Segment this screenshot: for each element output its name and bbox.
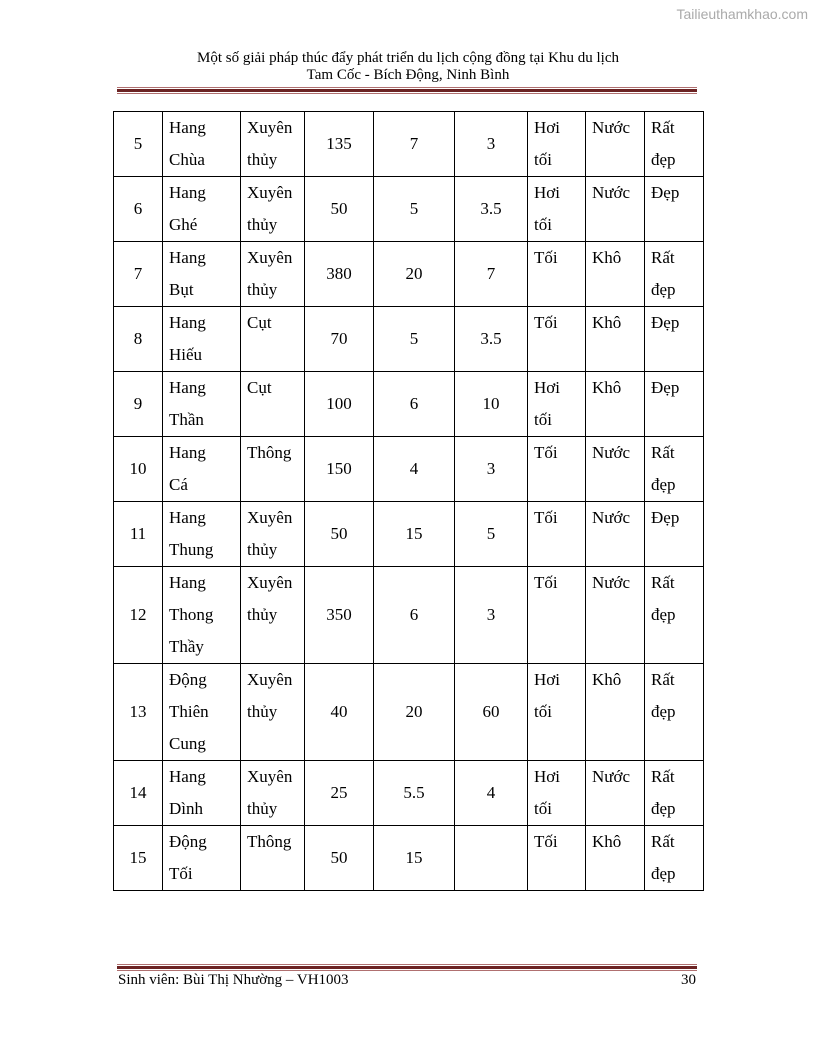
cell-beauty-line: đẹp xyxy=(651,150,676,169)
cell-name xyxy=(163,664,241,761)
cell-length: 50 xyxy=(305,826,374,891)
cell-beauty xyxy=(645,242,704,307)
cell-type xyxy=(241,242,305,307)
cell-no: 9 xyxy=(114,372,163,437)
cell-beauty xyxy=(645,567,704,664)
cell-length: 70 xyxy=(305,307,374,372)
cell-water: Nước xyxy=(586,112,645,177)
page-footer xyxy=(118,972,696,989)
cell-type-line: Xuyên xyxy=(247,118,293,137)
cell-no: 15 xyxy=(114,826,163,891)
cell-length: 350 xyxy=(305,567,374,664)
cell-water: Nước xyxy=(586,502,645,567)
cell-beauty xyxy=(645,826,704,891)
cell-type xyxy=(241,664,305,761)
cell-name xyxy=(163,437,241,502)
cell-name-line: Hang xyxy=(169,443,206,462)
cell-name-line: Cung xyxy=(169,734,206,753)
table-row xyxy=(114,242,704,307)
header-rule xyxy=(117,87,697,94)
cell-beauty-line: Rất xyxy=(651,248,675,267)
cell-type xyxy=(241,177,305,242)
cell-width: 20 xyxy=(374,242,455,307)
cell-type xyxy=(241,307,305,372)
cell-type-line: Cụt xyxy=(247,378,272,397)
table-row xyxy=(114,826,704,891)
cell-name xyxy=(163,112,241,177)
cell-no: 5 xyxy=(114,112,163,177)
cell-name-line: Động xyxy=(169,832,207,851)
cell-beauty xyxy=(645,437,704,502)
cell-type-line: Xuyên xyxy=(247,573,293,592)
cell-name-line: Thong xyxy=(169,605,214,624)
cell-light-line: Hơi xyxy=(534,767,560,786)
cell-light-line: tối xyxy=(534,410,552,429)
cell-type-line: thủy xyxy=(247,215,278,234)
cell-name-line: Thiên xyxy=(169,702,209,721)
cell-name-line: Hang xyxy=(169,248,206,267)
cell-name-line: Bụt xyxy=(169,280,194,299)
cell-beauty xyxy=(645,177,704,242)
cell-length: 380 xyxy=(305,242,374,307)
cell-type-line: Xuyên xyxy=(247,183,293,202)
cell-light-line: Hơi xyxy=(534,378,560,397)
table-row xyxy=(114,761,704,826)
cell-type-line: Xuyên xyxy=(247,508,293,527)
cell-type-line: Thông xyxy=(247,443,292,462)
cell-name xyxy=(163,567,241,664)
cell-length: 50 xyxy=(305,502,374,567)
cell-light-line: Hơi xyxy=(534,118,560,137)
footer-student: Sinh viên: Bùi Thị Nhường – VH1003 xyxy=(118,972,349,988)
cell-water: Khô xyxy=(586,307,645,372)
cell-light-line: Tối xyxy=(534,443,558,462)
cell-height: 60 xyxy=(455,664,528,761)
cell-beauty-line: Rất xyxy=(651,443,675,462)
cell-beauty-line: Rất xyxy=(651,573,675,592)
cell-name-line: Chùa xyxy=(169,150,205,169)
cell-name-line: Hang xyxy=(169,118,206,137)
cell-type xyxy=(241,502,305,567)
cell-width: 15 xyxy=(374,502,455,567)
cell-name xyxy=(163,372,241,437)
cell-beauty-line: Rất xyxy=(651,670,675,689)
cell-light-line: tối xyxy=(534,215,552,234)
cell-height: 3.5 xyxy=(455,307,528,372)
cell-light xyxy=(528,372,586,437)
cell-type-line: Xuyên xyxy=(247,767,293,786)
cell-light xyxy=(528,502,586,567)
cell-width: 20 xyxy=(374,664,455,761)
cell-light-line: Hơi xyxy=(534,183,560,202)
cell-beauty xyxy=(645,112,704,177)
page-number: 30 xyxy=(681,972,696,988)
cell-beauty-line: đẹp xyxy=(651,475,676,494)
cell-name-line: Thung xyxy=(169,540,214,559)
cell-water: Khô xyxy=(586,664,645,761)
cell-name-line: Hang xyxy=(169,313,206,332)
cell-type xyxy=(241,112,305,177)
cell-light-line: tối xyxy=(534,799,552,818)
cell-no: 14 xyxy=(114,761,163,826)
cell-type xyxy=(241,567,305,664)
cell-name-line: Ghé xyxy=(169,215,198,234)
table-row xyxy=(114,372,704,437)
cell-name-line: Hang xyxy=(169,378,206,397)
footer-rule xyxy=(117,964,697,971)
cell-name-line: Hiếu xyxy=(169,345,203,364)
cell-water: Khô xyxy=(586,242,645,307)
cell-name xyxy=(163,502,241,567)
cell-beauty-line: Đẹp xyxy=(651,313,680,332)
cell-light-line: tối xyxy=(534,702,552,721)
table-row xyxy=(114,177,704,242)
cell-no: 12 xyxy=(114,567,163,664)
cell-no: 6 xyxy=(114,177,163,242)
cell-beauty-line: Rất xyxy=(651,767,675,786)
cell-water: Khô xyxy=(586,826,645,891)
cell-beauty xyxy=(645,664,704,761)
cell-type xyxy=(241,761,305,826)
cell-name-line: Thầy xyxy=(169,637,204,656)
cell-type-line: Xuyên xyxy=(247,248,293,267)
cell-light xyxy=(528,826,586,891)
watermark: Tailieuthamkhao.com xyxy=(676,6,808,22)
cell-beauty-line: đẹp xyxy=(651,280,676,299)
cell-type-line: Thông xyxy=(247,832,292,851)
cell-height xyxy=(455,826,528,891)
cell-name xyxy=(163,242,241,307)
cell-name-line: Hang xyxy=(169,183,206,202)
cell-light xyxy=(528,567,586,664)
cell-length: 150 xyxy=(305,437,374,502)
cell-water: Nước xyxy=(586,567,645,664)
caves-table xyxy=(113,111,704,891)
cell-width: 5.5 xyxy=(374,761,455,826)
cell-name-line: Tối xyxy=(169,864,193,883)
cell-light-line: Tối xyxy=(534,248,558,267)
cell-beauty-line: đẹp xyxy=(651,864,676,883)
cell-beauty xyxy=(645,307,704,372)
cell-type-line: thủy xyxy=(247,150,278,169)
cell-beauty-line: đẹp xyxy=(651,702,676,721)
cell-name xyxy=(163,177,241,242)
table-row xyxy=(114,437,704,502)
cell-light xyxy=(528,437,586,502)
cell-name-line: Dình xyxy=(169,799,203,818)
cell-water: Khô xyxy=(586,372,645,437)
cell-length: 100 xyxy=(305,372,374,437)
cell-no: 10 xyxy=(114,437,163,502)
cell-beauty-line: đẹp xyxy=(651,799,676,818)
cell-type-line: thủy xyxy=(247,280,278,299)
cell-length: 50 xyxy=(305,177,374,242)
cell-light xyxy=(528,761,586,826)
cell-width: 7 xyxy=(374,112,455,177)
cell-type-line: Xuyên xyxy=(247,670,293,689)
cell-name-line: Hang xyxy=(169,767,206,786)
cell-light-line: Tối xyxy=(534,573,558,592)
cell-height: 3.5 xyxy=(455,177,528,242)
cell-name-line: Hang xyxy=(169,573,206,592)
header-line-1: Một số giải pháp thúc đẩy phát triển du lịch cộng đồng tại Khu du lịch xyxy=(196,50,619,66)
cell-light xyxy=(528,307,586,372)
cell-water: Nước xyxy=(586,761,645,826)
cell-length: 40 xyxy=(305,664,374,761)
cell-beauty-line: Đẹp xyxy=(651,378,680,397)
cell-beauty-line: đẹp xyxy=(651,605,676,624)
cell-beauty-line: Đẹp xyxy=(651,508,680,527)
table-row xyxy=(114,307,704,372)
cell-water: Nước xyxy=(586,177,645,242)
cell-light xyxy=(528,177,586,242)
table-row xyxy=(114,567,704,664)
table-row xyxy=(114,502,704,567)
cell-type-line: Cụt xyxy=(247,313,272,332)
cell-light xyxy=(528,664,586,761)
cell-beauty-line: Rất xyxy=(651,832,675,851)
cell-name xyxy=(163,826,241,891)
cell-name-line: Cá xyxy=(169,475,188,494)
cell-no: 13 xyxy=(114,664,163,761)
cell-type-line: thủy xyxy=(247,540,278,559)
cell-type xyxy=(241,372,305,437)
cell-length: 135 xyxy=(305,112,374,177)
cell-width: 4 xyxy=(374,437,455,502)
cell-beauty xyxy=(645,502,704,567)
cell-height: 10 xyxy=(455,372,528,437)
cell-beauty xyxy=(645,761,704,826)
cell-type-line: thủy xyxy=(247,702,278,721)
cell-name-line: Thần xyxy=(169,410,204,429)
cell-beauty-line: Rất xyxy=(651,118,675,137)
page-header xyxy=(0,50,816,84)
cell-name xyxy=(163,307,241,372)
cell-name-line: Động xyxy=(169,670,207,689)
cell-width: 5 xyxy=(374,307,455,372)
cell-height: 3 xyxy=(455,567,528,664)
cell-beauty-line: Đẹp xyxy=(651,183,680,202)
cell-type xyxy=(241,437,305,502)
cell-light xyxy=(528,242,586,307)
cell-light-line: tối xyxy=(534,150,552,169)
header-line-2: Tam Cốc - Bích Động, Ninh Bình xyxy=(306,67,510,83)
cell-type-line: thủy xyxy=(247,605,278,624)
cell-light-line: Tối xyxy=(534,508,558,527)
table-row xyxy=(114,112,704,177)
cell-length: 25 xyxy=(305,761,374,826)
cell-width: 6 xyxy=(374,567,455,664)
cell-height: 3 xyxy=(455,437,528,502)
cell-light xyxy=(528,112,586,177)
cell-height: 3 xyxy=(455,112,528,177)
cell-no: 8 xyxy=(114,307,163,372)
cell-width: 5 xyxy=(374,177,455,242)
cell-no: 11 xyxy=(114,502,163,567)
cell-type xyxy=(241,826,305,891)
cell-width: 15 xyxy=(374,826,455,891)
cell-height: 7 xyxy=(455,242,528,307)
cell-beauty xyxy=(645,372,704,437)
cell-height: 5 xyxy=(455,502,528,567)
cell-light-line: Hơi xyxy=(534,670,560,689)
table-row xyxy=(114,664,704,761)
cell-light-line: Tối xyxy=(534,313,558,332)
cell-height: 4 xyxy=(455,761,528,826)
cell-light-line: Tối xyxy=(534,832,558,851)
cell-width: 6 xyxy=(374,372,455,437)
cell-water: Nước xyxy=(586,437,645,502)
cell-name-line: Hang xyxy=(169,508,206,527)
cell-type-line: thủy xyxy=(247,799,278,818)
cell-no: 7 xyxy=(114,242,163,307)
cell-name xyxy=(163,761,241,826)
